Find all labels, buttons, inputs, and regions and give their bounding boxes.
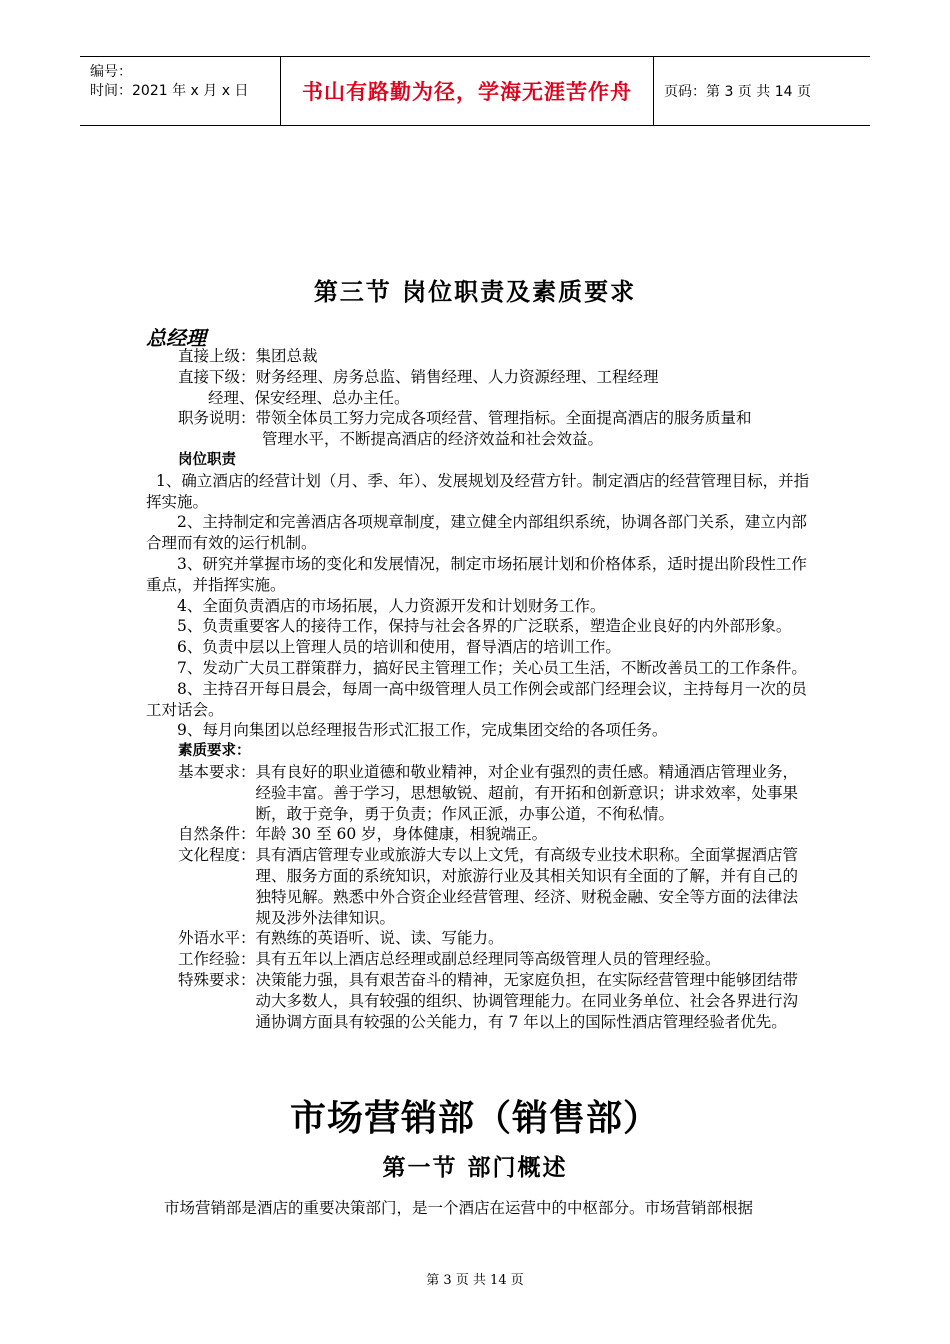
quality-text: 具有酒店管理专业或旅游大专以上文凭，有高级专业技术职称。全面掌握酒店管理、服务方面的系统知识，对旅游行业及其相关知识有全面的了解，并有自己的独特见解。熟悉中外合资企业经营管理、经济、财税金融、安全等方面的法律法规及涉外法律知识。: [255, 846, 799, 927]
header-table: [80, 56, 870, 126]
time-label: 时间：2021 年 x 月 x 日: [90, 83, 249, 99]
quality-item: [146, 762, 810, 824]
subordinates-line-cont: 经理、保安经理、总办主任。: [208, 388, 410, 407]
subordinates-line: 直接下级：财务经理、房务总监、销售经理、人力资源经理、工程经理: [178, 367, 659, 386]
job-description: [146, 346, 810, 1032]
superior-line: 直接上级：集团总裁: [178, 347, 318, 365]
quality-item: [146, 970, 810, 1032]
section-title: 第三节 岗位职责及素质要求: [313, 278, 637, 306]
page-footer: 第 3 页 共 14 页: [426, 1273, 524, 1288]
duty-item: 6、负责中层以上管理人员的培训和使用，督导酒店的培训工作。: [177, 638, 621, 657]
quality-label: 外语水平：: [178, 929, 256, 948]
quality-text: 具有五年以上酒店总经理或副总经理同等高级管理人员的管理经验。: [255, 950, 721, 969]
header-meta: [80, 57, 280, 125]
duty-item: 4、全面负责酒店的市场拓展，人力资源开发和计划财务工作。: [177, 596, 606, 615]
quality-label: 基本要求：: [178, 762, 256, 781]
quality-text: 具有良好的职业道德和敬业精神，对企业有强烈的责任感。精通酒店管理业务，经验丰富。善于学习，思想敏锐、超前，有开拓和创新意识；讲求效率，处事果断，敢于竞争，勇于负责；作风正派，办事公道，不徇私情。: [255, 762, 799, 823]
duty-line: 职务说明：带领全体员工努力完成各项经营、管理指标。全面提高酒店的服务质量和: [178, 409, 752, 428]
duty-item: 8、主持召开每日晨会，每周一高中级管理人员工作例会或部门经理会议，主持每月一次的员工对话会。: [146, 679, 807, 719]
role-title: 总经理: [146, 326, 206, 350]
duties-heading: 岗位职责: [178, 451, 236, 468]
quality-text: 年龄 30 至 60 岁，身体健康，相貌端正。: [255, 825, 548, 844]
quality-item: [146, 928, 810, 949]
duty-item: 7、发动广大员工群策群力，搞好民主管理工作；关心员工生活，不断改善员工的工作条件。: [177, 658, 807, 677]
duty-item: 5、负责重要客人的接待工作，保持与社会各界的广泛联系，塑造企业良好的内外部形象。: [177, 617, 792, 636]
quality-heading: 素质要求：: [178, 743, 251, 760]
header-motto: 书山有路勤为径，学海无涯苦作舟: [280, 57, 654, 125]
section1-title: 第一节 部门概述: [382, 1155, 568, 1181]
quality-label: 自然条件：: [178, 825, 256, 844]
duty-line-cont: 管理水平，不断提高酒店的经济效益和社会效益。: [262, 430, 604, 449]
quality-label: 工作经验：: [178, 950, 256, 969]
quality-item: [146, 845, 810, 928]
header-page-info: 页码：第 3 页 共 14 页: [664, 84, 811, 100]
intro-text: 市场营销部是酒店的重要决策部门，是一个酒店在运营中的中枢部分。市场营销部根据: [164, 1199, 754, 1217]
duty-item: 1、确立酒店的经营计划（月、季、年）、发展规划及经营方针。制定酒店的经营管理目标，并指挥实施。: [146, 471, 810, 511]
quality-label: 特殊要求：: [178, 970, 256, 989]
quality-item: [146, 949, 810, 970]
quality-text: 有熟练的英语听、说、读、写能力。: [255, 929, 504, 948]
quality-text: 决策能力强，具有艰苦奋斗的精神，无家庭负担，在实际经营管理中能够团结带动大多数人，具有较强的组织、协调管理能力。在同业务单位、社会各界进行沟通协调方面具有较强的公关能力，有 7 年以上的国际性酒店管理经验者优先。: [255, 970, 799, 1031]
duty-item: 2、主持制定和完善酒店各项规章制度，建立健全内部组织系统，协调各部门关系，建立内部合理而有效的运行机制。: [146, 513, 807, 553]
duty-item: 3、研究并掌握市场的变化和发展情况，制定市场拓展计划和价格体系，适时提出阶段性工作重点，并指挥实施。: [146, 554, 807, 594]
quality-label: 文化程度：: [178, 846, 256, 865]
number-label: 编号：: [90, 64, 132, 80]
duty-item: 9、每月向集团以总经理报告形式汇报工作，完成集团交给的各项任务。: [177, 721, 668, 740]
quality-item: [146, 824, 810, 845]
department-title: 市场营销部（销售部）: [289, 1098, 660, 1139]
